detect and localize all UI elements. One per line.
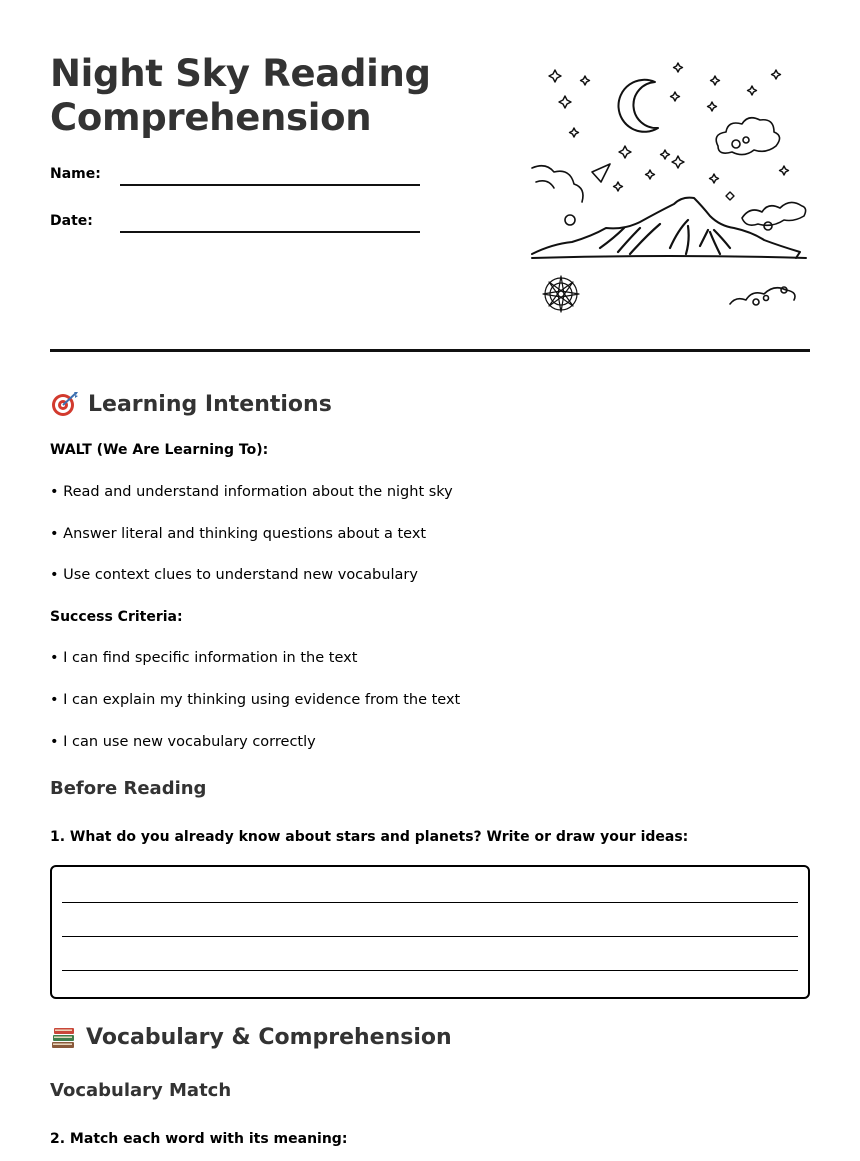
- vocabulary-heading: [50, 1024, 452, 1050]
- success-item: • I can explain my thinking using evidence from the text: [50, 692, 461, 708]
- star-icons: [549, 63, 789, 200]
- answer-line[interactable]: [62, 970, 798, 971]
- answer-line[interactable]: [62, 902, 798, 903]
- vocabulary-match-question: 2. Match each word with its meaning:: [50, 1131, 348, 1147]
- moon-icon: [618, 80, 658, 132]
- vocabulary-title: Vocabulary & Comprehension: [86, 1024, 452, 1050]
- walt-item: • Use context clues to understand new vocabulary: [50, 567, 418, 583]
- name-field[interactable]: [50, 166, 420, 196]
- mountain-icon: [532, 198, 800, 258]
- night-sky-illustration: [530, 58, 810, 318]
- walt-item: • Answer literal and thinking questions about a text: [50, 526, 427, 542]
- small-cloud-icon: [730, 288, 795, 304]
- vocabulary-match-heading: Vocabulary Match: [50, 1080, 232, 1101]
- success-item: • I can use new vocabulary correctly: [50, 734, 316, 750]
- answer-box[interactable]: [50, 865, 810, 999]
- answer-line[interactable]: [62, 936, 798, 937]
- name-write-line[interactable]: [120, 184, 420, 186]
- books-icon: [50, 1024, 78, 1050]
- before-reading-question: 1. What do you already know about stars and planets? Write or draw your ideas:: [50, 829, 689, 845]
- compass-icon: [543, 276, 579, 312]
- worksheet-header: [50, 0, 810, 352]
- name-label: Name:: [50, 166, 101, 182]
- triangle-icon: [592, 164, 610, 182]
- walt-item: • Read and understand information about the night sky: [50, 484, 453, 500]
- page-title: Night Sky Reading Comprehension: [50, 52, 431, 139]
- learning-intentions-heading: [50, 390, 332, 418]
- date-field[interactable]: [50, 213, 420, 243]
- success-item: • I can find specific information in the text: [50, 650, 358, 666]
- left-cloud-icon: [532, 166, 583, 202]
- cloud-icon: [716, 118, 779, 155]
- learning-intentions-title: Learning Intentions: [88, 391, 332, 417]
- walt-label: WALT (We Are Learning To):: [50, 442, 269, 458]
- header-divider: [50, 349, 810, 352]
- date-write-line[interactable]: [120, 231, 420, 233]
- target-icon: [50, 390, 80, 418]
- date-label: Date:: [50, 213, 93, 229]
- before-reading-heading: Before Reading: [50, 778, 207, 799]
- worksheet-page: [50, 0, 810, 1147]
- success-criteria-label: Success Criteria:: [50, 609, 183, 625]
